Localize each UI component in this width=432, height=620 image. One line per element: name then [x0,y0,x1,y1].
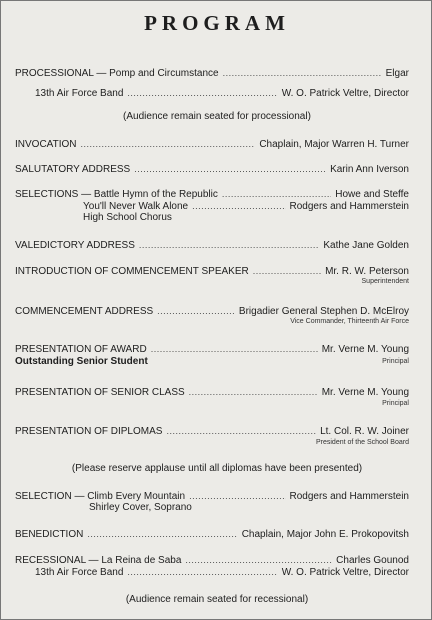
salutatory-label: SALUTATORY ADDRESS [15,164,131,175]
leader-dots [151,343,318,355]
leader-dots [139,239,320,251]
leader-dots [157,305,235,317]
selections-composer2: Rodgers and Hammerstein [289,201,409,212]
leader-dots [223,67,382,79]
commencement-by: Brigadier General Stephen D. McElroy [238,306,409,317]
processional-label: PROCESSIONAL — Pomp and Circumstance [15,68,219,79]
processional-note: (Audience remain seated for processional) [123,111,311,122]
benediction-by: Chaplain, Major John E. Prokopovitsh [241,529,409,540]
diplomas-by: Lt. Col. R. W. Joiner [320,426,409,437]
selections-performer: High School Chorus [83,212,172,223]
salutatory-by: Karin Ann Iverson [330,164,409,175]
senior-class-title: Principal [382,400,409,407]
selection-label: SELECTION — Climb Every Mountain [15,491,186,502]
leader-dots [80,138,255,150]
commencement-label: COMMENCEMENT ADDRESS [15,306,154,317]
introduction-label: INTRODUCTION OF COMMENCEMENT SPEAKER [15,266,249,277]
recessional-director: W. O. Patrick Veltre, Director [281,567,409,578]
selections-label: SELECTIONS — Battle Hymn of the Republic [15,189,218,200]
leader-dots [189,490,285,502]
recessional-label: RECESSIONAL — La Reina de Saba [15,555,182,566]
selection-line [15,490,409,503]
applause-note: (Please reserve applause until all diplomas have been presented) [71,463,363,474]
leader-dots [192,200,285,212]
diplomas-line [15,425,409,438]
recessional-composer: Charles Gounod [336,555,409,566]
leader-dots [189,386,318,398]
program-title: PROGRAM [144,11,290,35]
leader-dots [127,566,277,578]
selections-composer1: Howe and Steffe [335,189,409,200]
introduction-line [15,265,409,278]
processional-director: W. O. Patrick Veltre, Director [281,88,409,99]
valedictory-label: VALEDICTORY ADDRESS [15,240,135,251]
introduction-title: Superintendent [361,278,409,285]
recessional-band: 13th Air Force Band [35,567,124,578]
commencement-line [15,305,409,318]
award-line [15,343,409,356]
senior-class-label: PRESENTATION OF SENIOR CLASS [15,387,185,398]
selection-performer: Shirley Cover, Soprano [89,502,192,513]
processional-line [15,67,409,80]
benediction-line [15,528,409,541]
leader-dots [127,87,277,99]
selections-song2: You'll Never Walk Alone [83,201,189,212]
benediction-label: BENEDICTION [15,529,84,540]
senior-class-by: Mr. Verne M. Young [321,387,409,398]
invocation-line [15,138,409,151]
selection-composer: Rodgers and Hammerstein [289,491,409,502]
leader-dots [87,528,237,540]
salutatory-line [15,163,409,176]
leader-dots [134,163,326,175]
invocation-by: Chaplain, Major Warren H. Turner [259,139,409,150]
diplomas-title: President of the School Board [315,439,409,446]
processional-band-line [35,87,409,100]
commencement-title: Vice Commander, Thirteenth Air Force [290,318,409,325]
senior-class-line [15,386,409,399]
processional-band: 13th Air Force Band [35,88,124,99]
processional-composer: Elgar [385,68,409,79]
award-name: Outstanding Senior Student [15,356,148,367]
award-label: PRESENTATION OF AWARD [15,344,147,355]
invocation-label: INVOCATION [15,139,77,150]
valedictory-by: Kathe Jane Golden [323,240,409,251]
leader-dots [166,425,316,437]
award-by: Mr. Verne M. Young [321,344,409,355]
valedictory-line [15,239,409,252]
leader-dots [222,188,331,200]
award-title: Principal [382,358,409,365]
leader-dots [185,554,332,566]
recessional-band-line [35,566,409,579]
recessional-note: (Audience remain seated for recessional) [125,594,309,605]
introduction-by: Mr. R. W. Peterson [325,266,409,277]
diplomas-label: PRESENTATION OF DIPLOMAS [15,426,163,437]
leader-dots [253,265,321,277]
